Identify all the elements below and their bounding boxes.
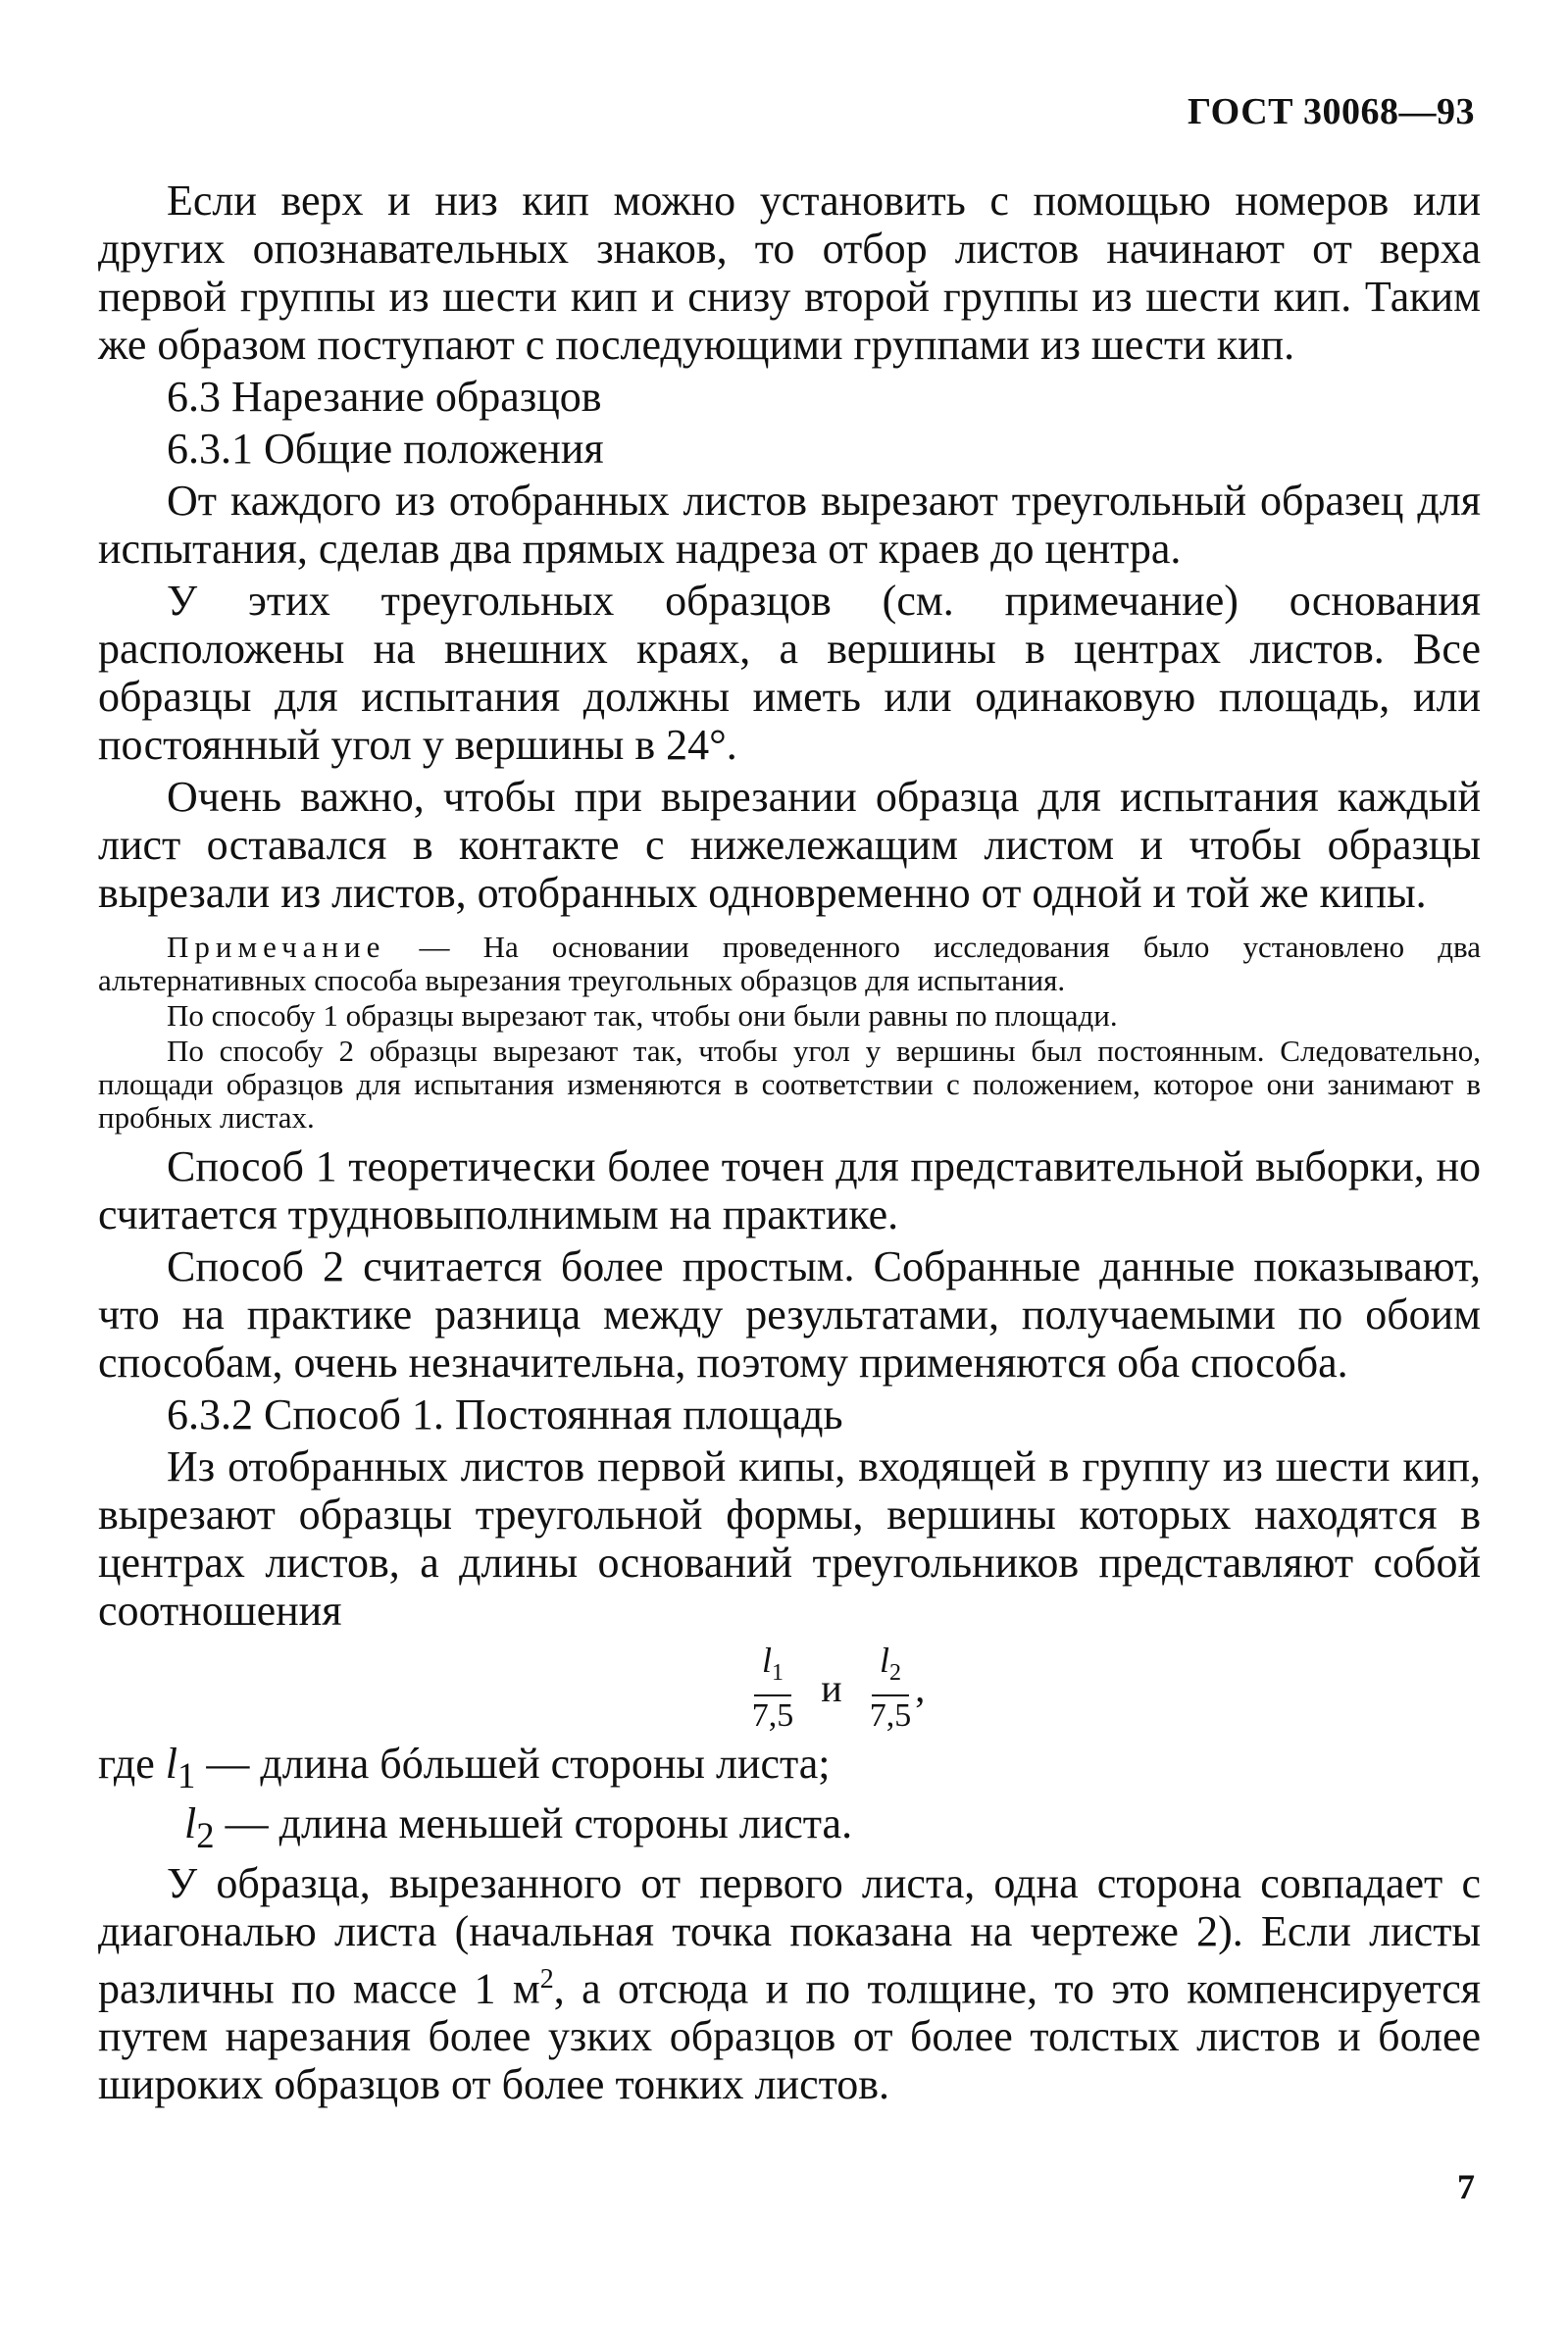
page-body (98, 177, 1481, 2112)
formula-conjunction: и (821, 1666, 842, 1711)
note-block (98, 931, 1481, 1135)
note-label: Примечание (167, 930, 386, 964)
standard-code: ГОСТ 30068—93 (1187, 91, 1475, 132)
where-line-1: где $l_1$ — длина бóльшей стороны листа; (98, 1740, 831, 1795)
fraction-l2: $\frac{l_2}{7,5}$ (869, 1641, 912, 1735)
paragraph-method-2: Способ 2 считается более простым. Собранные данные показывают, что на практике разница между результатами, получаемыми по обоим способам, очень незначительна, поэтому применяются оба способа. (98, 1242, 1481, 1387)
fraction-l1: $\frac{l_1}{7,5}$ (751, 1641, 794, 1735)
section-heading-6-3-2: 6.3.2 Способ 1. Постоянная площадь (167, 1390, 843, 1439)
page-number: 7 (1457, 2167, 1475, 2206)
paragraph-triangle-samples: У этих треугольных образцов (см. примечание) основания расположены на внешних краях, а вершины в центрах листов. Все образцы для испытания должны иметь или одинаковую площадь, или постоянный угол у вершины в 24°. (98, 577, 1481, 769)
paragraph-method-1: Способ 1 теоретически более точен для представительной выборки, но считается трудновыполнимым на практике. (98, 1142, 1481, 1238)
note-line-2: По способу 1 образцы вырезают так, чтобы они были равны по площади. (167, 998, 1118, 1033)
ratio-formula (98, 1641, 1481, 1736)
formula-comma: , (915, 1666, 926, 1711)
paragraph-ratios: Из отобранных листов первой кипы, входящей в группу из шести кип, вырезают образцы треугольной формы, вершины которых находятся в центрах листов, а длины оснований треугольников представляют собой соотношения (98, 1442, 1481, 1635)
note-line-3: По способу 2 образцы вырезают так, чтобы угол у вершины был постоянным. Следовательно, площади образцов для испытания изменяются в соответствии с положением, которое они занимают в пробных листах. (98, 1034, 1481, 1135)
paragraph-contact: Очень важно, чтобы при вырезании образца для испытания каждый лист оставался в контакте с нижележащим листом и чтобы образцы вырезали из листов, отобранных одновременно от одной и той же кипы. (98, 773, 1481, 917)
section-heading-6-3: 6.3 Нарезание образцов (167, 373, 602, 421)
paragraph-bale-order: Если верх и низ кип можно установить с помощью номеров или других опознавательных знаков, то отбор листов начинают от верха первой группы из шести кип и снизу второй группы из шести кип. Таким же образом поступают с последующими группами из шести кип. (98, 177, 1481, 369)
note-text-1: — На основании проведенного исследования было установлено два альтернативных способа вырезания треугольных образцов для испытания. (98, 930, 1481, 997)
where-line-2: $l_2$ — длина меньшей стороны листа. (184, 1798, 853, 1855)
note-line-1 (98, 931, 1481, 997)
paragraph-diagonal: У образца, вырезанного от первого листа, одна сторона совпадает с диагональю листа (начальная точка показана на чертеже 2). Если листы различны по массе 1 $м^2$, а отсюда и по толщине, то это компенсируется путем нарезания более узких образцов от более толстых листов и более широких образцов от более тонких листов. (98, 1858, 1481, 2109)
paragraph-cut-sample: От каждого из отобранных листов вырезают треугольный образец для испытания, сделав два прямых надреза от краев до центра. (98, 477, 1481, 573)
section-heading-6-3-1: 6.3.1 Общие положения (167, 425, 604, 473)
